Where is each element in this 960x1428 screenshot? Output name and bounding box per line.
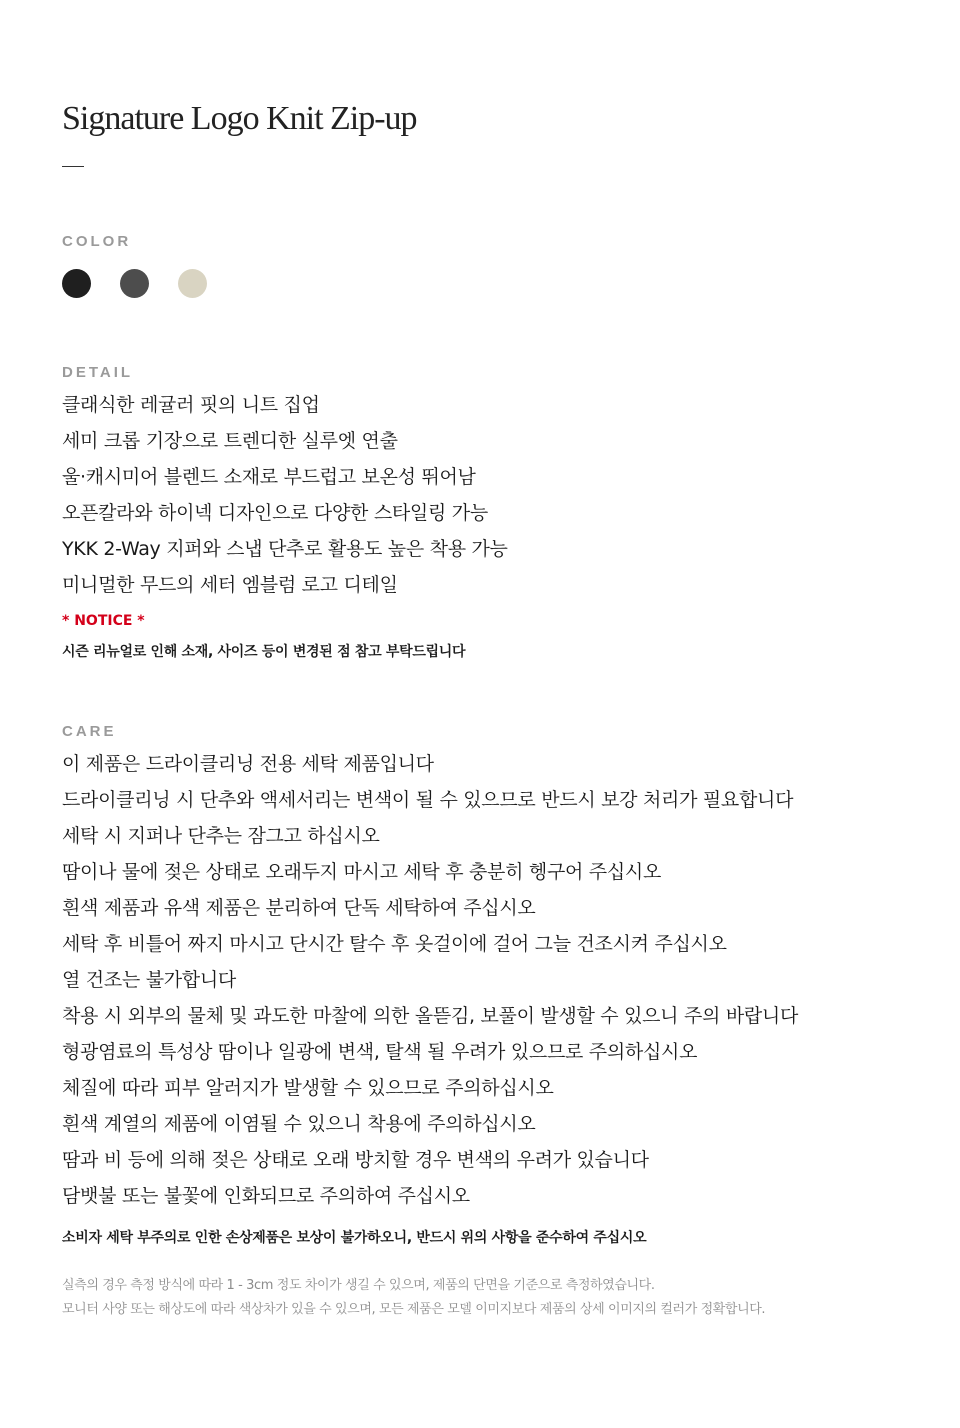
color-swatch-black[interactable] bbox=[62, 269, 91, 298]
care-line: 드라이클리닝 시 단추와 액세서리는 변색이 될 수 있으므로 반드시 보강 처리가 필요합니다 bbox=[62, 789, 794, 811]
detail-list bbox=[62, 387, 508, 603]
care-line: 흰색 계열의 제품에 이염될 수 있으니 착용에 주의하십시오 bbox=[62, 1113, 536, 1135]
care-list bbox=[62, 746, 798, 1214]
care-section-label: CARE bbox=[62, 723, 117, 740]
detail-section-label: DETAIL bbox=[62, 364, 134, 381]
detail-line: 미니멀한 무드의 세터 엠블럼 로고 디테일 bbox=[62, 574, 398, 596]
care-line: 착용 시 외부의 물체 및 과도한 마찰에 의한 올뜯김, 보풀이 발생할 수 있으니 주의 바랍니다 bbox=[62, 1005, 799, 1027]
care-line: 세탁 시 지퍼나 단추는 잠그고 하십시오 bbox=[62, 825, 380, 847]
care-line: 이 제품은 드라이클리닝 전용 세탁 제품입니다 bbox=[62, 753, 434, 775]
care-warning: 소비자 세탁 부주의로 인한 손상제품은 보상이 불가하오니, 반드시 위의 사항을 준수하여 주십시오 bbox=[62, 1230, 647, 1246]
care-line: 체질에 따라 피부 알러지가 발생할 수 있으므로 주의하십시오 bbox=[62, 1077, 554, 1099]
care-line: 세탁 후 비틀어 짜지 마시고 단시간 탈수 후 옷걸이에 걸어 그늘 건조시켜 주십시오 bbox=[62, 933, 727, 955]
notice-heading: * NOTICE * bbox=[62, 613, 145, 629]
detail-line: YKK 2-Way 지퍼와 스냅 단추로 활용도 높은 착용 가능 bbox=[62, 538, 508, 560]
care-line: 열 건조는 불가합니다 bbox=[62, 969, 236, 991]
footnote-color-accuracy: 모니터 사양 또는 해상도에 따라 색상차가 있을 수 있으며, 모든 제품은 모델 이미지보다 제품의 상세 이미지의 컬러가 정확합니다. bbox=[62, 1302, 766, 1317]
color-swatches bbox=[62, 269, 207, 298]
care-line: 땀이나 물에 젖은 상태로 오래두지 마시고 세탁 후 충분히 헹구어 주십시오 bbox=[62, 861, 662, 883]
care-line: 형광염료의 특성상 땀이나 일광에 변색, 탈색 될 우려가 있으므로 주의하십시오 bbox=[62, 1041, 698, 1063]
color-swatch-charcoal[interactable] bbox=[120, 269, 149, 298]
care-line: 흰색 제품과 유색 제품은 분리하여 단독 세탁하여 주십시오 bbox=[62, 897, 536, 919]
care-line: 땀과 비 등에 의해 젖은 상태로 오래 방치할 경우 변색의 우려가 있습니다 bbox=[62, 1149, 649, 1171]
detail-line: 세미 크롭 기장으로 트렌디한 실루엣 연출 bbox=[62, 430, 398, 452]
title-divider bbox=[62, 166, 84, 167]
care-line: 담뱃불 또는 불꽃에 인화되므로 주의하여 주십시오 bbox=[62, 1185, 470, 1207]
detail-line: 울·캐시미어 블렌드 소재로 부드럽고 보온성 뛰어남 bbox=[62, 466, 476, 488]
notice-text: 시즌 리뉴얼로 인해 소재, 사이즈 등이 변경된 점 참고 부탁드립니다 bbox=[62, 644, 466, 660]
detail-line: 클래식한 레귤러 핏의 니트 집업 bbox=[62, 394, 320, 416]
footnotes bbox=[62, 1274, 765, 1322]
color-section-label: COLOR bbox=[62, 233, 132, 250]
color-swatch-beige[interactable] bbox=[178, 269, 207, 298]
product-title: Signature Logo Knit Zip-up bbox=[62, 100, 417, 137]
detail-line: 오픈칼라와 하이넥 디자인으로 다양한 스타일링 가능 bbox=[62, 502, 488, 524]
footnote-measurement: 실측의 경우 측정 방식에 따라 1 - 3cm 정도 차이가 생길 수 있으며, 제품의 단면을 기준으로 측정하였습니다. bbox=[62, 1278, 655, 1293]
